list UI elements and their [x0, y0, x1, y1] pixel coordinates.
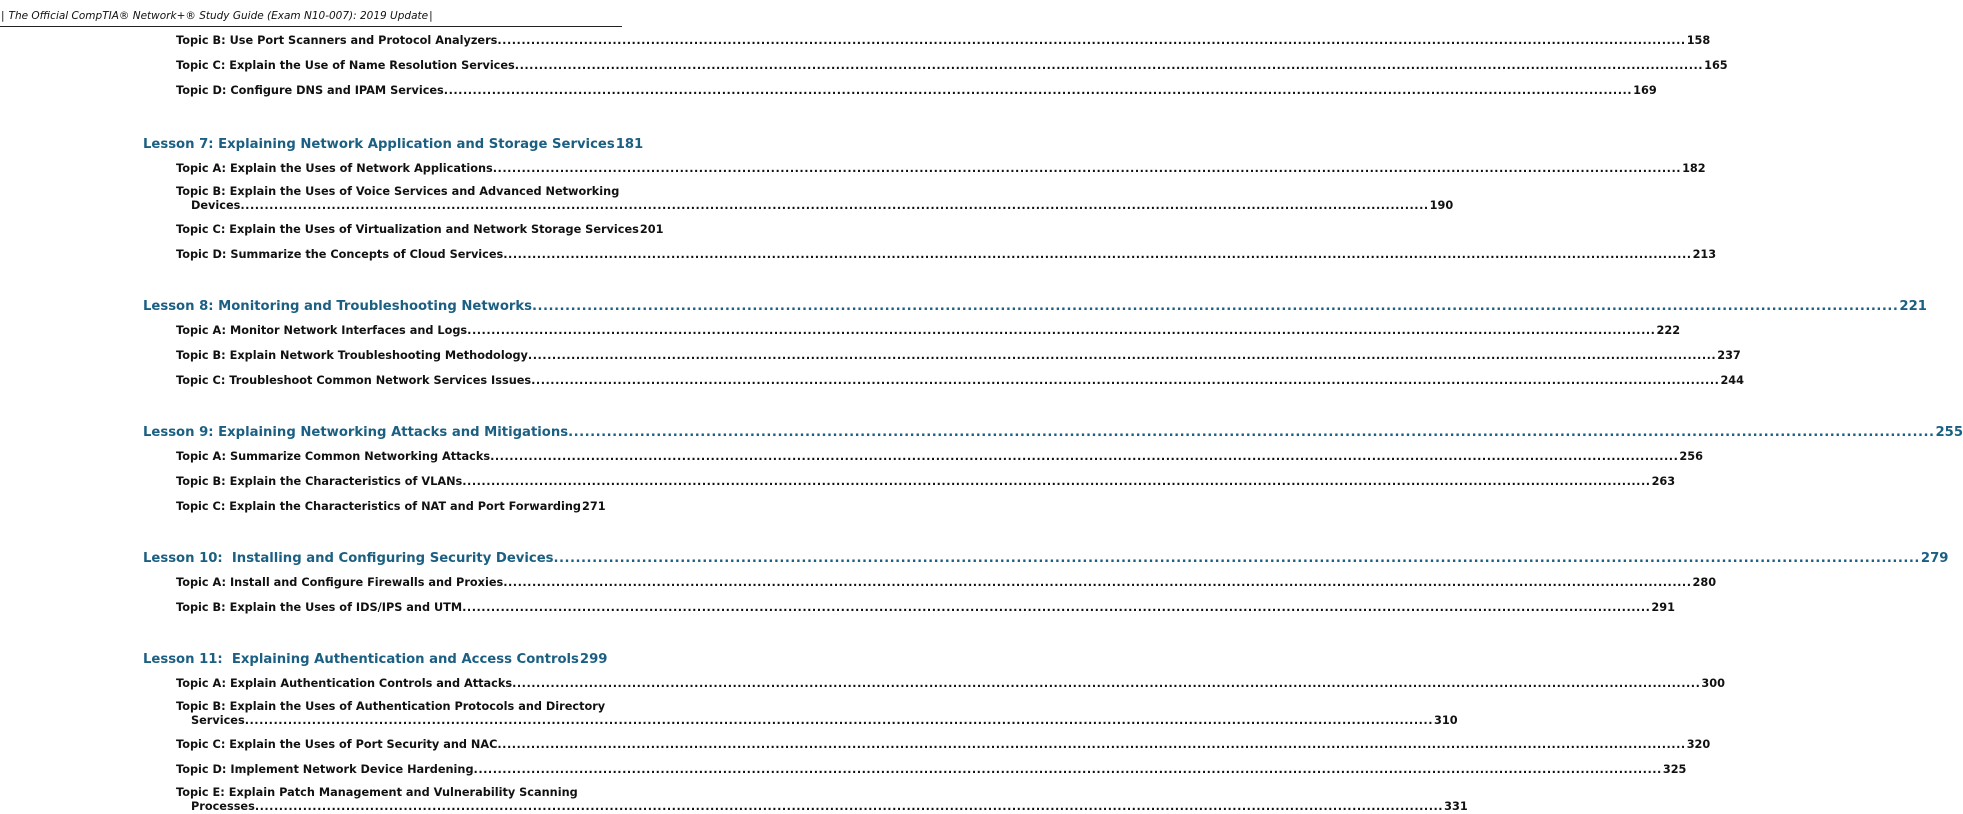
leader-dots: [528, 349, 1716, 363]
page-number: 182: [1681, 162, 1706, 176]
header-title: The Official CompTIA® Network+® Study Guide (Exam N10-007): 2019 Update: [9, 10, 429, 22]
leader-dots: [503, 576, 1691, 590]
toc-lesson-entry[interactable]: Lesson 11: Explaining Authentication and Access Controls 299: [143, 651, 603, 669]
page-number: 310: [1433, 714, 1458, 728]
toc-topic-entry[interactable]: Topic D: Configure DNS and IPAM Services ..... 169: [176, 84, 603, 98]
toc-topic-entry[interactable]: Topic C: Explain the Use of Name Resolution Services ..... 165: [176, 59, 603, 73]
leader-dots: [255, 800, 1443, 814]
page-number: 221: [1898, 298, 1927, 316]
leader-dots: [531, 374, 1719, 388]
toc-topic-entry[interactable]: Topic D: Implement Network Device Hardening ..... 325: [176, 763, 603, 777]
leader-dots: [512, 677, 1700, 691]
toc-topic-entry[interactable]: Topic C: Explain the Characteristics of NAT and Port Forwarding 271: [176, 500, 603, 514]
toc-topic-entry[interactable]: Topic A: Explain the Uses of Network Applications ..... 182: [176, 162, 603, 176]
page-number: 325: [1662, 763, 1687, 777]
page-number: 237: [1716, 349, 1741, 363]
page-number: 263: [1651, 475, 1676, 489]
header-bar-after: |: [428, 10, 437, 22]
leader-dots: [490, 450, 1678, 464]
page-number: 291: [1650, 601, 1675, 615]
leader-dots: [532, 298, 1898, 316]
toc-topic-entry[interactable]: Topic B: Explain the Uses of Authentication Protocols and Directory Services ..... 310: [176, 700, 603, 728]
toc-topic-entry[interactable]: Topic B: Explain the Uses of IDS/IPS and UTM ..... 291: [176, 601, 603, 615]
leader-dots: [240, 199, 1428, 213]
header-bar: |: [0, 10, 9, 22]
page-number: 190: [1429, 199, 1454, 213]
leader-dots: [554, 550, 1920, 568]
leader-dots: [474, 763, 1662, 777]
page-number: 331: [1443, 800, 1468, 814]
running-header: [0, 10, 622, 27]
page-number: 300: [1700, 677, 1725, 691]
toc-lesson-entry[interactable]: Lesson 10: Installing and Configuring Security Devices ..... 279: [143, 550, 603, 568]
page-number: 201: [639, 223, 664, 237]
leader-dots: [467, 324, 1655, 338]
toc-lesson-entry[interactable]: Lesson 7: Explaining Network Application and Storage Services 181: [143, 136, 603, 154]
toc-topic-entry[interactable]: Topic A: Monitor Network Interfaces and Logs ..... 222: [176, 324, 603, 338]
toc-topic-entry[interactable]: Topic C: Explain the Uses of Port Security and NAC ..... 320: [176, 738, 603, 752]
leader-dots: [462, 475, 1650, 489]
page-number: 256: [1678, 450, 1703, 464]
page-number: 279: [1920, 550, 1949, 568]
toc-lesson-entry[interactable]: Lesson 9: Explaining Networking Attacks and Mitigations ..... 255: [143, 424, 603, 442]
leader-dots: [444, 84, 1632, 98]
page-number: 244: [1719, 374, 1744, 388]
toc-topic-entry[interactable]: Topic B: Explain the Characteristics of VLANs ..... 263: [176, 475, 603, 489]
page-number: 213: [1692, 248, 1717, 262]
toc-topic-entry[interactable]: Topic A: Install and Configure Firewalls and Proxies ..... 280: [176, 576, 603, 590]
toc-topic-entry[interactable]: Topic D: Summarize the Concepts of Cloud Services ..... 213: [176, 248, 603, 262]
page-number: 271: [581, 500, 606, 514]
toc-topic-entry[interactable]: Topic E: Explain Patch Management and Vulnerability Scanning Processes ..... 331: [176, 786, 603, 814]
page-number: 165: [1703, 59, 1728, 73]
toc-topic-entry[interactable]: Topic B: Use Port Scanners and Protocol Analyzers ..... 158: [176, 34, 603, 48]
page-number: 255: [1935, 424, 1963, 442]
leader-dots: [497, 738, 1685, 752]
leader-dots: [462, 601, 1650, 615]
toc-topic-entry[interactable]: Topic A: Explain Authentication Controls and Attacks ..... 300: [176, 677, 603, 691]
leader-dots: [497, 34, 1685, 48]
toc-topic-entry[interactable]: Topic B: Explain the Uses of Voice Services and Advanced Networking Devices ..... 190: [176, 185, 603, 213]
toc-topic-entry[interactable]: Topic C: Troubleshoot Common Network Services Issues ..... 244: [176, 374, 603, 388]
leader-dots: [245, 714, 1433, 728]
page-number: 181: [615, 136, 644, 154]
page-number: 299: [579, 651, 608, 669]
page-number: 158: [1686, 34, 1711, 48]
page-number: 169: [1632, 84, 1657, 98]
page-number: 280: [1692, 576, 1717, 590]
page-number: 222: [1655, 324, 1680, 338]
leader-dots: [493, 162, 1681, 176]
leader-dots: [568, 424, 1934, 442]
toc-topic-entry[interactable]: Topic B: Explain Network Troubleshooting Methodology ..... 237: [176, 349, 603, 363]
leader-dots: [515, 59, 1703, 73]
toc-topic-entry[interactable]: Topic A: Summarize Common Networking Attacks ..... 256: [176, 450, 603, 464]
toc-lesson-entry[interactable]: Lesson 8: Monitoring and Troubleshooting Networks ..... 221: [143, 298, 603, 316]
toc-topic-entry[interactable]: Topic C: Explain the Uses of Virtualization and Network Storage Services 201: [176, 223, 603, 237]
table-of-contents: [0, 34, 647, 814]
leader-dots: [503, 248, 1691, 262]
page-number: 320: [1686, 738, 1711, 752]
